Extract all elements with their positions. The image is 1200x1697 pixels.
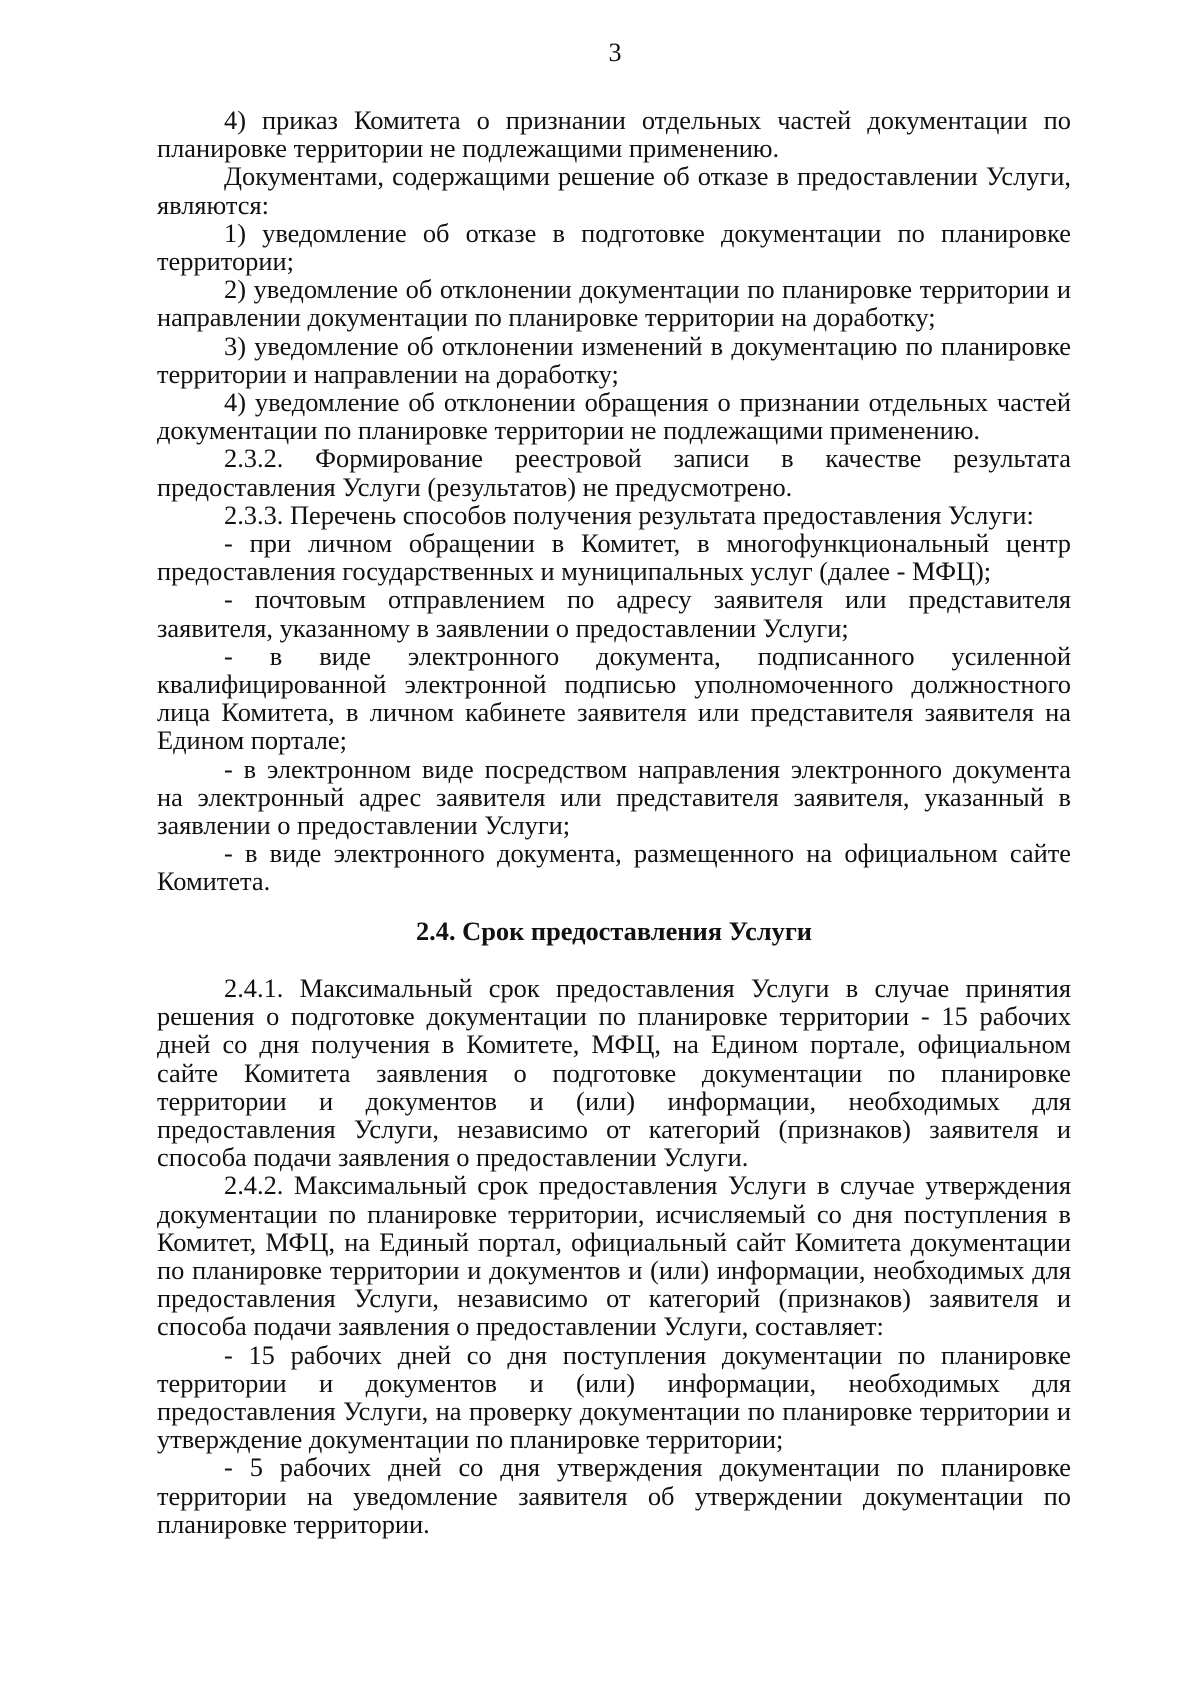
list-item: - в виде электронного документа, размещенного на официальном сайте Комитета. xyxy=(157,838,1071,897)
list-item: 3) уведомление об отклонении изменений в документацию по планировке территории и направлении на доработку; xyxy=(157,330,1071,389)
paragraph: 2.4.2. Максимальный срок предоставления Услуги в случае утверждения документации по планировке территории, исчисляемый со дня поступления в Комитет, МФЦ, на Единый портал, официальный сайт Комитета документации по планировке территории и документов и (или) информации, необходимых для предоставления Услуги, независимо от категорий (признаков) заявителя и способа подачи заявления о предоставлении Услуги, составляет: xyxy=(157,1170,1071,1342)
list-item: - почтовым отправлением по адресу заявителя или представителя заявителя, указанному в заявлении о предоставлении Услуги; xyxy=(157,584,1071,643)
list-item: - 5 рабочих дней со дня утверждения документации по планировке территории на уведомление заявителя об утверждении документации по планировке территории. xyxy=(157,1452,1071,1539)
paragraph: 4) приказ Комитета о признании отдельных частей документации по планировке территории не подлежащими применению. xyxy=(157,105,1071,164)
paragraph: 2.4.1. Максимальный срок предоставления Услуги в случае принятия решения о подготовке документации по планировке территории - 15 рабочих дней со дня получения в Комитете, МФЦ, на Едином портале, официальном сайте Комитета заявления о подготовке документации по планировке территории и документов и (или) информации, необходимых для предоставления Услуги, независимо от категорий (признаков) заявителя и способа подачи заявления о предоставлении Услуги. xyxy=(157,972,1071,1173)
page-number: 3 xyxy=(608,38,622,67)
paragraph: 2.3.3. Перечень способов получения результата предоставления Услуги: xyxy=(224,499,1034,530)
paragraph: Документами, содержащими решение об отказе в предоставлении Услуги, являются: xyxy=(157,161,1071,220)
list-item: 1) уведомление об отказе в подготовке документации по планировке территории; xyxy=(157,217,1071,277)
list-item: - в виде электронного документа, подписанного усиленной квалифицированной электронной подписью уполномоченного должностного лица Комитета, в личном кабинете заявителя или представителя заявителя на Едином портале; xyxy=(157,640,1071,756)
document-body xyxy=(157,106,1071,1538)
list-item: - при личном обращении в Комитет, в многофункциональный центр предоставления государственных и муниципальных услуг (далее - МФЦ); xyxy=(157,528,1071,587)
paragraph: 2.3.2. Формирование реестровой записи в качестве результата предоставления Услуги (результатов) не предусмотрено. xyxy=(157,443,1071,502)
list-item: - 15 рабочих дней со дня поступления документации по планировке территории и документов и (или) информации, необходимых для предоставления Услуги, на проверку документации по планировке территории и утверждение документации по планировке территории; xyxy=(157,1339,1071,1455)
list-item: 2) уведомление об отклонении документации по планировке территории и направлении документации по планировке территории на доработку; xyxy=(157,274,1071,333)
section-heading: 2.4. Срок предоставления Услуги xyxy=(415,915,813,946)
list-item: - в электронном виде посредством направления электронного документа на электронный адрес заявителя или представителя заявителя, указанный в заявлении о предоставлении Услуги; xyxy=(157,753,1071,841)
list-item: 4) уведомление об отклонении обращения о признании отдельных частей документации по планировке территории не подлежащими применению. xyxy=(157,387,1071,446)
